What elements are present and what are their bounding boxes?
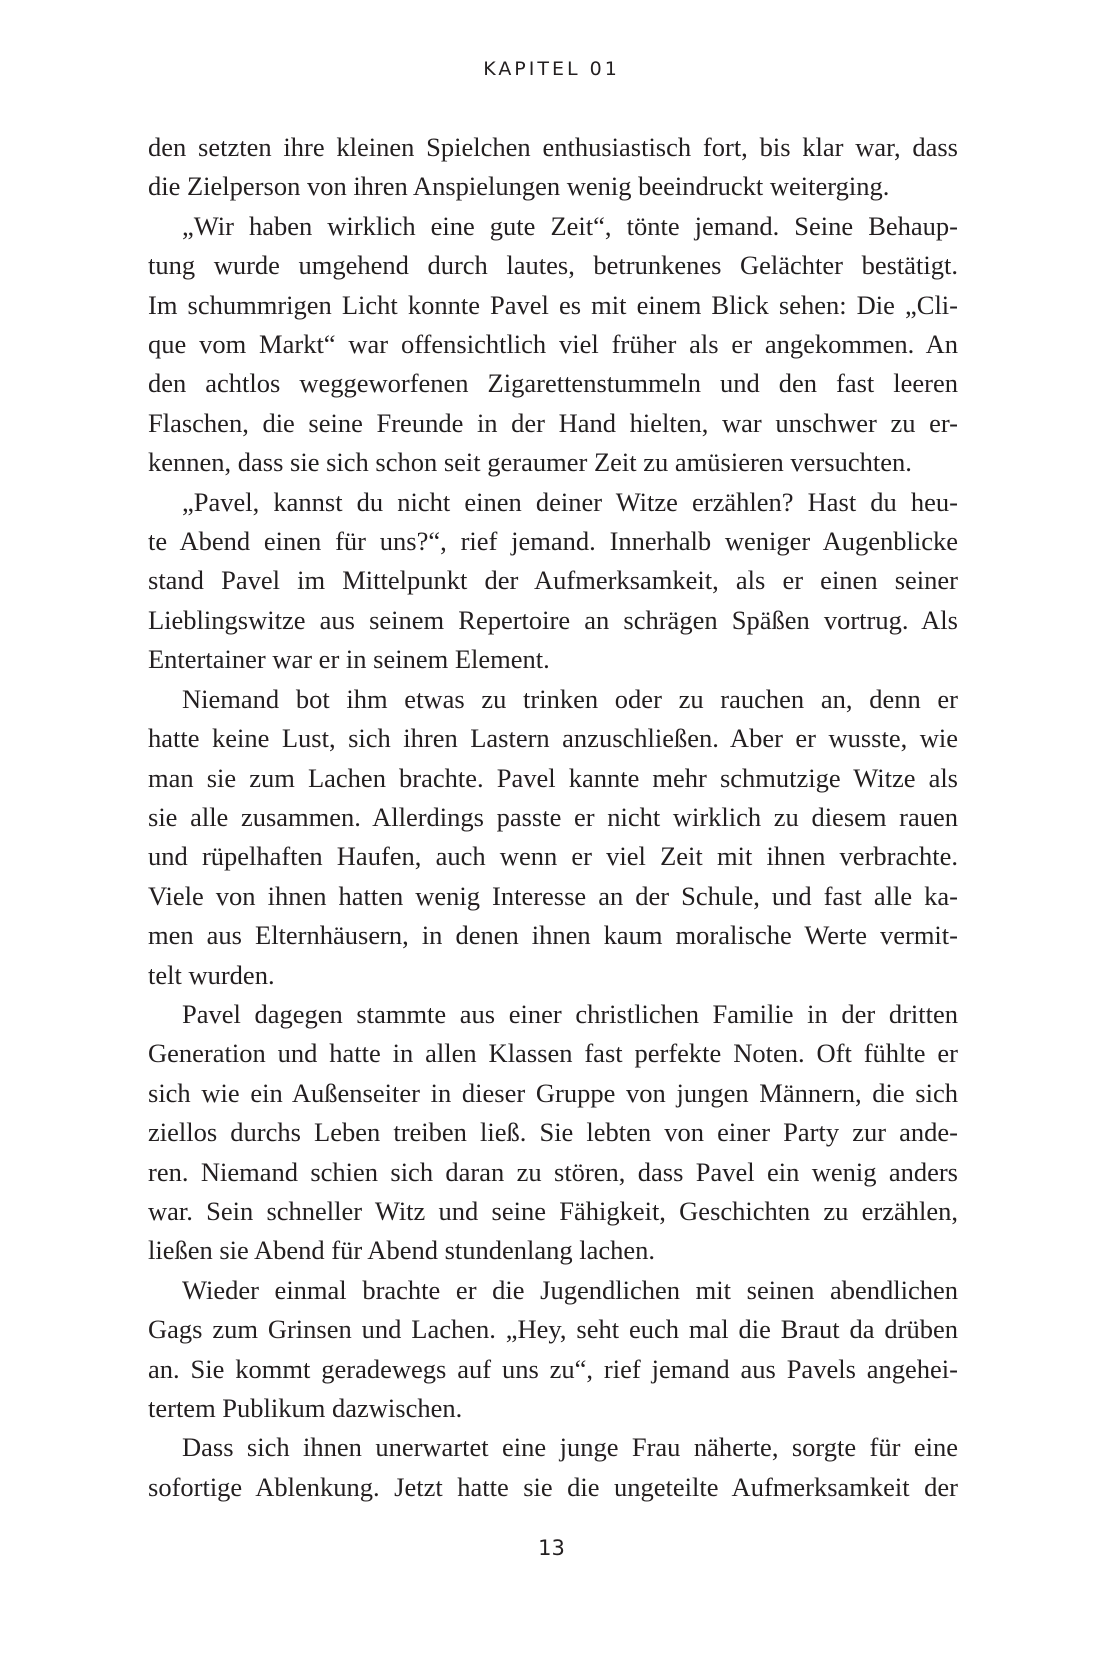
- text-line: war. Sein schneller Witz und seine Fähigkeit, Geschichten zu erzählen,: [148, 1195, 958, 1226]
- text-line: Pavel dagegen stammte aus einer christlichen Familie in der dritten: [182, 998, 958, 1029]
- text-line: Entertainer war er in seinem Element.: [148, 644, 550, 675]
- text-line: Im schummrigen Licht konnte Pavel es mit einem Blick sehen: Die „Cli-: [148, 289, 958, 320]
- text-line: Generation und hatte in allen Klassen fast perfekte Noten. Oft fühlte er: [148, 1038, 958, 1069]
- text-line: Dass sich ihnen unerwartet eine junge Frau näherte, sorgte für eine: [182, 1432, 958, 1463]
- text-line: telt wurden.: [148, 959, 275, 990]
- text-line: an. Sie kommt geradewegs auf uns zu“, rief jemand aus Pavels angehei-: [148, 1353, 958, 1384]
- text-line: die Zielperson von ihren Anspielungen wenig beeindruckt weiterging.: [148, 171, 890, 202]
- text-line: man sie zum Lachen brachte. Pavel kannte mehr schmutzige Witze als: [148, 762, 958, 793]
- text-line: ziellos durchs Leben treiben ließ. Sie lebten von einer Party zur ande-: [148, 1117, 958, 1148]
- body-text: [148, 128, 958, 1507]
- page-number: 13: [538, 1536, 565, 1560]
- text-line: men aus Elternhäusern, in denen ihnen kaum moralische Werte vermit-: [148, 920, 958, 951]
- text-line: Flaschen, die seine Freunde in der Hand hielten, war unschwer zu er-: [148, 407, 958, 438]
- text-line: tertem Publikum dazwischen.: [148, 1393, 463, 1423]
- text-line: sofortige Ablenkung. Jetzt hatte sie die ungeteilte Aufmerksamkeit der: [148, 1471, 958, 1502]
- text-line: ren. Niemand schien sich daran zu stören, dass Pavel ein wenig anders: [148, 1156, 958, 1187]
- text-line: tung wurde umgehend durch lautes, betrunkenes Gelächter bestätigt.: [148, 250, 958, 281]
- running-head: KAPITEL 01: [483, 58, 620, 80]
- text-line: den achtlos weggeworfenen Zigarettenstummeln und den fast leeren: [148, 368, 958, 399]
- text-line: „Pavel, kannst du nicht einen deiner Witze erzählen? Hast du heu-: [182, 486, 958, 517]
- text-line: Gags zum Grinsen und Lachen. „Hey, seht euch mal die Braut da drüben: [148, 1314, 958, 1345]
- text-line: te Abend einen für uns?“, rief jemand. Innerhalb weniger Augenblicke: [148, 526, 958, 557]
- text-line: Lieblingswitze aus seinem Repertoire an schrägen Späßen vortrug. Als: [148, 604, 958, 635]
- text-line: ließen sie Abend für Abend stundenlang lachen.: [148, 1235, 656, 1266]
- text-line: und rüpelhaften Haufen, auch wenn er viel Zeit mit ihnen verbrachte.: [148, 841, 958, 872]
- text-line: kennen, dass sie sich schon seit geraumer Zeit zu amüsieren versuchten.: [148, 447, 912, 478]
- text-line: „Wir haben wirklich eine gute Zeit“, tönte jemand. Seine Behaup-: [182, 210, 958, 241]
- text-line: den setzten ihre kleinen Spielchen enthusiastisch fort, bis klar war, dass: [148, 132, 958, 162]
- text-line: stand Pavel im Mittelpunkt der Aufmerksamkeit, als er einen seiner: [148, 565, 958, 596]
- text-line: Viele von ihnen hatten wenig Interesse an der Schule, und fast alle ka-: [148, 880, 958, 911]
- text-line: hatte keine Lust, sich ihren Lastern anzuschließen. Aber er wusste, wie: [148, 723, 958, 754]
- text-line: sie alle zusammen. Allerdings passte er nicht wirklich zu diesem rauen: [148, 801, 958, 832]
- text-line: Niemand bot ihm etwas zu trinken oder zu rauchen an, denn er: [182, 683, 958, 714]
- text-line: Wieder einmal brachte er die Jugendlichen mit seinen abendlichen: [182, 1274, 958, 1305]
- text-line: que vom Markt“ war offensichtlich viel früher als er angekommen. An: [148, 329, 958, 360]
- text-line: sich wie ein Außenseiter in dieser Gruppe von jungen Männern, die sich: [148, 1077, 958, 1108]
